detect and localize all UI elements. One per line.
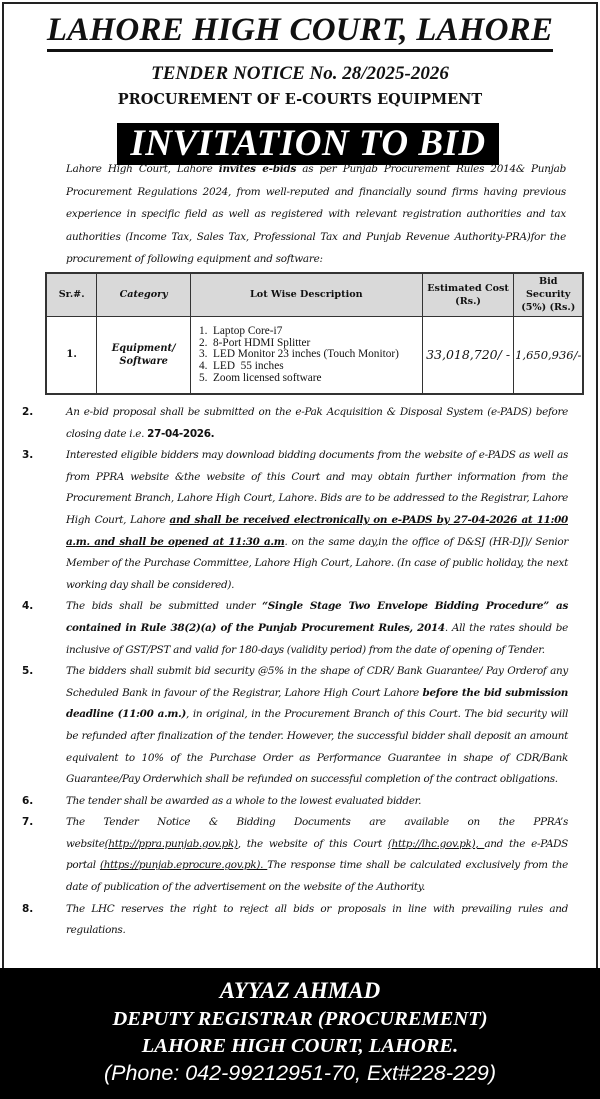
list-item: 3. LED Monitor 23 inches (Touch Monitor) — [199, 348, 399, 361]
court-title-text: LAHORE HIGH COURT, LAHORE — [47, 12, 553, 52]
clause-text: The tender shall be awarded as a whole to the lowest evaluated bidder. — [66, 794, 422, 807]
terms-list — [22, 402, 568, 942]
col-header-category: Category — [97, 273, 191, 316]
lhc-website-link[interactable]: (http://lhc.gov.pk), — [387, 837, 485, 850]
clause-text: The LHC reserves the right to reject all bids or proposals in line with prevailing rules and regulations. — [66, 902, 568, 937]
cell-estimated-cost: 33,018,720/ - — [422, 316, 514, 394]
clause-8 — [22, 899, 568, 942]
clause-6 — [22, 791, 568, 813]
clause-text: The bids shall be submitted under “Single Stage Two Envelope Bidding Procedure” as contained in Rule 38(2)(a) of the Punjab Procurement Rules, 2014. All the rates should be inclusive of GST/PST and valid for 180-days (validity period) from the date of opening of Tender. — [66, 600, 568, 656]
clause-number: 7. — [22, 816, 34, 829]
clause-number: 4. — [22, 600, 34, 613]
cell-sr: 1. — [46, 316, 97, 394]
bid-security-deadline: before the bid submission deadline (11:00 a.m.) — [66, 686, 568, 721]
clause-text: Interested eligible bidders may download bidding documents from the website of e-PADS as well as from PPRA website &the website of this Court and may obtain further information from the Procurement Branch, Lahore High Court, Lahore. Bids are to be addressed to the Registrar, Lahore High Court, Lahore and shall be received electronically on e-PADS by 27-04-2026 at 11:00 a.m. and shall be opened at 11:30 a.m. on the same day,in the office of D&SJ (HR-DJ)/ Senior Member of the Purchase Committee, Lahore High Court, Lahore. (In case of public holiday, the next working day shall be considered). — [66, 449, 568, 591]
col-header-bid-security: Bid Security (5%) (Rs.) — [514, 273, 583, 316]
ppra-website-link[interactable]: (http://ppra.punjab.gov.pk) — [104, 837, 238, 850]
intro-text-cont: as per Punjab Procurement Rules 2014& Punjab Procurement Regulations 2024, from well-reputed and financially sound firms having previous experience in specific field as well as registered with relevant registration authorities and tax authorities (Income Tax, Sales Tax, Professional Tax and Punjab Revenue Authority-PRA)for the procurement of following equipment and software: — [66, 163, 566, 265]
cell-category: Equipment/ Software — [97, 316, 191, 394]
intro-paragraph — [66, 158, 566, 271]
clause-number: 5. — [22, 665, 34, 678]
clause-3 — [22, 445, 568, 596]
signatory-designation: DEPUTY REGISTRAR (PROCUREMENT) — [112, 1008, 488, 1030]
intro-text: Lahore High Court, Lahore — [66, 163, 219, 175]
list-item: 1. Laptop Core-i7 — [199, 324, 283, 337]
col-header-sr: Sr.#. — [46, 273, 97, 316]
cell-description — [191, 316, 423, 394]
epads-portal-link[interactable]: (https://punjab.eprocure.gov.pk). — [99, 859, 268, 872]
cell-bid-security: 1,650,936/- — [514, 316, 583, 394]
clause-number: 8. — [22, 902, 34, 915]
closing-date: 27-04-2026. — [147, 427, 215, 440]
tender-notice-number: TENDER NOTICE No. 28/2025-2026 — [151, 63, 449, 84]
clause-2 — [22, 402, 568, 445]
clause-text: An e-bid proposal shall be submitted on the e-Pak Acquisition & Disposal System (e-PADS) before closing date i.e. 27-04-2026. — [66, 406, 568, 440]
clause-text: The bidders shall submit bid security @5% in the shape of CDR/ Bank Guarantee/ Pay Orderof any Scheduled Bank in favour of the Registrar, Lahore High Court Lahore before the bid submission deadline (11:00 a.m.), in original, in the Procurement Branch of this Court. The bid security will be refunded after finalization of the tender. However, the successful bidder shall deposit an amount equivalent to 10% of the Purchase Order as Performance Guarantee in shape of CDR/Bank Guarantee/Pay Orderwhich shall be refunded on successful completion of the contract obligations. — [66, 665, 568, 786]
intro-bold: invites e-bids — [218, 163, 297, 175]
col-header-description: Lot Wise Description — [191, 273, 423, 316]
clause-number: 3. — [22, 449, 34, 462]
list-item: 4. LED 55 inches — [199, 360, 284, 373]
table-row — [46, 316, 583, 394]
clause-5 — [22, 661, 568, 791]
clause-text: The Tender Notice & Bidding Documents are available on the PPRA’s website(http://ppra.punjab.gov.pk), the website of this Court (http://lhc.gov.pk), and the e-PADS portal (https://punjab.eprocure.gov.pk). The response time shall be calculated exclusively from the date of publication of the advertisement on the website of the Authority. — [66, 816, 569, 894]
signatory-name: AYYAZ AHMAD — [219, 978, 381, 1003]
procurement-title: PROCUREMENT OF E-COURTS EQUIPMENT — [117, 91, 483, 108]
lots-table — [45, 272, 584, 395]
signature-block — [0, 968, 600, 1099]
bidding-procedure: “Single Stage Two Envelope Bidding Procedure” as contained in Rule 38(2)(a) of the Punjab Procurement Rules, 2014 — [66, 600, 568, 634]
clause-7 — [22, 812, 568, 898]
table-header-row — [46, 273, 583, 316]
lot-items-list — [191, 324, 422, 386]
clause-4 — [22, 596, 568, 661]
list-item: 5. Zoom licensed software — [199, 371, 322, 384]
signatory-office: LAHORE HIGH COURT, LAHORE. — [141, 1035, 459, 1057]
clause-number: 6. — [22, 794, 34, 807]
col-header-estimated-cost: Estimated Cost (Rs.) — [422, 273, 514, 316]
court-title — [0, 12, 600, 52]
list-item: 2. 8-Port HDMI Splitter — [199, 336, 311, 349]
submission-deadline: and shall be received electronically on e-PADS by 27-04-2026 at 11:00 a.m. and shall be opened at 11:30 a.m — [66, 513, 568, 548]
contact-phone: (Phone: 042-99212951-70, Ext#228-229) — [103, 1061, 497, 1085]
clause-number: 2. — [22, 406, 34, 418]
invitation-to-bid-banner: INVITATION TO BID — [117, 123, 499, 165]
